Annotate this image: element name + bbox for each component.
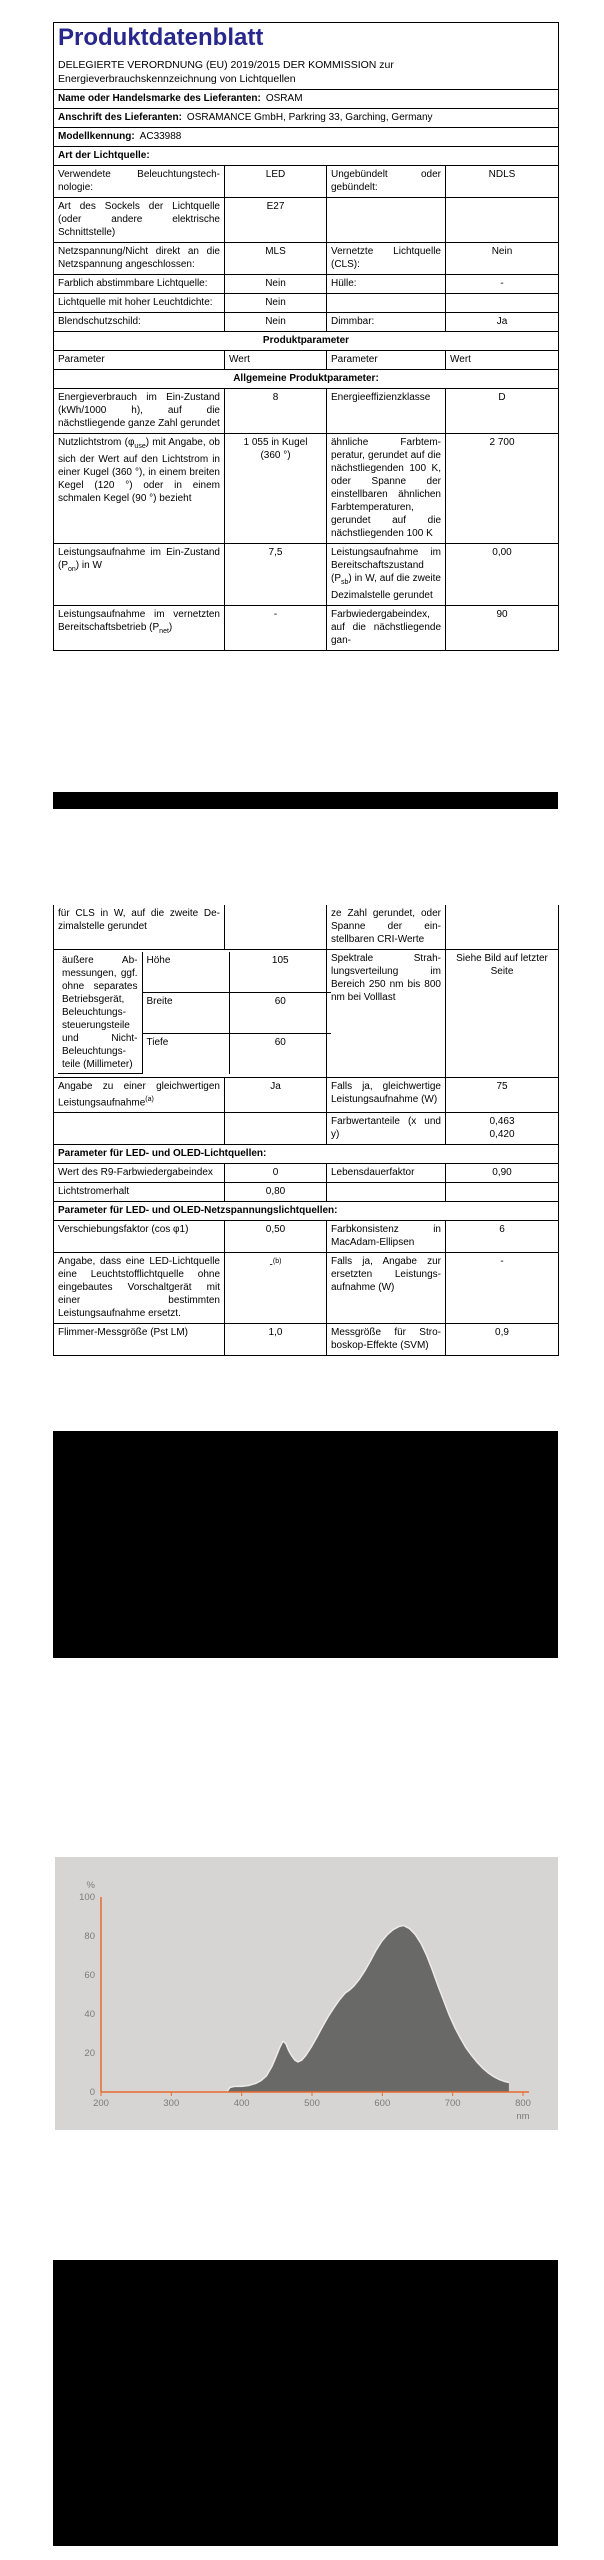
spectral-distribution-chart xyxy=(55,1857,558,2130)
dimension-name-cell: Breite xyxy=(142,992,229,1033)
table-row xyxy=(54,243,559,275)
table-row xyxy=(54,370,559,389)
column-header-cell: Parameter xyxy=(327,351,446,370)
x-tick-label: 600 xyxy=(374,2098,391,2109)
table-row xyxy=(54,128,559,147)
table-row xyxy=(54,1253,559,1324)
table-row xyxy=(54,294,559,313)
param-label-cell: Messgröße für Stroboskop-Effekte (SVM) xyxy=(327,1324,446,1356)
dimensions-row xyxy=(54,950,559,1078)
y-tick-label: 80 xyxy=(84,1931,95,1942)
param-label-cell: Falls ja, Angabe zur ersetzten Leistungsaufnahme (W) xyxy=(327,1253,446,1324)
param-label-cell: Blendschutzschild: xyxy=(54,313,225,332)
param-value-cell xyxy=(225,1113,327,1145)
table-row xyxy=(54,109,559,128)
model-id-value: AC33988 xyxy=(139,131,182,142)
dimension-name-cell: Tiefe xyxy=(142,1033,229,1073)
column-header-row xyxy=(54,351,559,370)
param-value-cell: 0,90 xyxy=(446,1164,559,1183)
param-value-cell xyxy=(446,1183,559,1202)
light-source-type-label: Art der Lichtquelle: xyxy=(58,150,150,161)
param-label-cell: Ungebündelt oder gebündelt: xyxy=(327,166,446,198)
param-value-cell: Nein xyxy=(225,275,327,294)
param-value-cell: 0,00 xyxy=(446,544,559,606)
param-label-cell: Energieverbrauch im Ein-Zustand (kWh/1000 h), auf die nächstliegende ganze Zahl gerundet xyxy=(54,389,225,434)
param-label-cell: Lichtstromerhalt xyxy=(54,1183,225,1202)
model-id-cell xyxy=(54,128,559,147)
column-header-cell: Parameter xyxy=(54,351,225,370)
product-datasheet-table-page2 xyxy=(53,905,559,1356)
param-value-cell: 2 700 xyxy=(446,434,559,544)
table-row xyxy=(54,1164,559,1183)
y-tick-label: 0 xyxy=(89,2087,95,2098)
y-axis-unit-label: % xyxy=(86,1880,95,1891)
param-value-cell: - xyxy=(446,1253,559,1324)
param-label-cell: Netzspannung/Nicht direkt an die Netzspannung angeschlossen: xyxy=(54,243,225,275)
table-row xyxy=(54,1202,559,1221)
supplier-name-value: OSRAM xyxy=(265,93,303,104)
title-row xyxy=(54,23,559,90)
product-datasheet-table-page1 xyxy=(53,22,559,651)
table-row xyxy=(54,544,559,606)
param-value-cell: 75 xyxy=(446,1078,559,1113)
param-label-cell: Art des Sockels der Lichtquelle (oder andere elektrische Schnittstelle) xyxy=(54,198,225,243)
table-row xyxy=(54,389,559,434)
param-label-cell: ähnliche Farbtemperatur, gerundet auf die nächstliegenden 100 K, oder Spanne der einstellbaren ähnlichen Farbtemperaturen, gerundet auf die nächstliegenden 100 K xyxy=(327,434,446,544)
param-label-cell xyxy=(327,198,446,243)
param-value-cell: MLS xyxy=(225,243,327,275)
x-axis-unit-label: nm xyxy=(516,2111,530,2122)
param-value-cell: 0,80 xyxy=(225,1183,327,1202)
param-value-cell: 7,5 xyxy=(225,544,327,606)
dimension-name-cell: Höhe xyxy=(142,952,229,992)
param-label-cell xyxy=(54,1113,225,1145)
param-label-cell: Verschiebungsfaktor (cos φ1) xyxy=(54,1221,225,1253)
spectral-chart-container xyxy=(55,1857,558,2130)
x-tick-label: 300 xyxy=(163,2098,180,2109)
param-label-cell: Farblich abstimmbare Lichtquelle: xyxy=(54,275,225,294)
param-value-cell: 1 055 in Kugel (360 °) xyxy=(225,434,327,544)
param-label-cell: Nutzlichtstrom $(\varphi_{use})$ mit Angabe, ob sich der Wert auf den Lichtstrom in einer Kugel (360 °), in einem breiten Kegel (120 °) oder in einem schmalen Kegel (90 °) bezieht xyxy=(54,434,225,544)
param-value-cell: 0,9 xyxy=(446,1324,559,1356)
param-value-cell: 0 xyxy=(225,1164,327,1183)
page-title: Produktdatenblatt xyxy=(58,24,264,51)
column-header-cell: Wert xyxy=(446,351,559,370)
param-label-cell: Farbwertanteile (x und y) xyxy=(327,1113,446,1145)
table-row xyxy=(54,1113,559,1145)
supplier-name-label: Name oder Handelsmarke des Lieferanten: xyxy=(58,93,261,104)
param-value-cell xyxy=(446,294,559,313)
general-section-header: Allgemeine Produktparameter: xyxy=(54,370,559,389)
param-label-cell: Angabe zu einer gleichwertigen Leistungsaufnahme$^{(a)}$ xyxy=(54,1078,225,1113)
table-row xyxy=(54,1221,559,1253)
param-label-cell: Lebensdauerfaktor xyxy=(327,1164,446,1183)
table-row xyxy=(54,1183,559,1202)
param-label-cell: Verwendete Beleuchtungstechnologie: xyxy=(54,166,225,198)
x-tick-label: 500 xyxy=(304,2098,320,2109)
param-value-cell: - xyxy=(446,275,559,294)
supplier-address-value: OSRAMANCE GmbH, Parkring 33, Garching, Germany xyxy=(186,112,433,123)
param-value-cell: 6 xyxy=(446,1221,559,1253)
param-value-cell: 1,0 xyxy=(225,1324,327,1356)
param-value-cell: Nein xyxy=(225,313,327,332)
param-value-cell: 90 xyxy=(446,606,559,651)
table-row xyxy=(54,198,559,243)
param-label-cell: Falls ja, gleichwertige Leistungsaufnahme (W) xyxy=(327,1078,446,1113)
param-label-cell: Energieeffizienzklasse xyxy=(327,389,446,434)
param-value-cell: D xyxy=(446,389,559,434)
produktparameter-header: Produktparameter xyxy=(54,332,559,351)
param-value-cell: E27 xyxy=(225,198,327,243)
table-row xyxy=(54,90,559,109)
y-tick-label: 60 xyxy=(84,1970,95,1981)
param-value-cell: Nein xyxy=(446,243,559,275)
redacted-block-1 xyxy=(53,1431,558,1658)
param-label-cell xyxy=(327,294,446,313)
table-row xyxy=(54,332,559,351)
redacted-block-2 xyxy=(53,2260,558,2546)
param-value-cell: Ja xyxy=(225,1078,327,1113)
dimensions-subtable xyxy=(58,952,331,1074)
param-label-cell: Spektrale Strahlungsverteilung im Bereich 250 nm bis 800 nm bei Volllast xyxy=(327,950,446,1078)
mains-section-header: Parameter für LED- und OLED-Netzspannungslichtquellen: xyxy=(54,1202,559,1221)
param-label-cell: Vernetzte Lichtquelle (CLS): xyxy=(327,243,446,275)
supplier-address-cell xyxy=(54,109,559,128)
x-tick-label: 200 xyxy=(93,2098,109,2109)
param-label-cell: Farbkonsistenz in MacAdam-Ellipsen xyxy=(327,1221,446,1253)
dimension-value-cell: 60 xyxy=(229,1033,331,1073)
title-cell xyxy=(54,23,559,90)
column-header-cell: Wert xyxy=(225,351,327,370)
regulation-text: DELEGIERTE VERORDNUNG (EU) 2019/2015 DER KOMMISSION zur Energieverbrauchskennzeichnung von Lichtquellen xyxy=(58,59,394,85)
dimensions-label-cell: äußere Abmessungen, ggf. ohne separates Betriebsgerät, Beleuchtungssteuerungsteile und Nicht-Beleuchtungsteile (Millimeter) xyxy=(58,952,142,1074)
supplier-address-label: Anschrift des Lieferanten: xyxy=(58,112,182,123)
table-row xyxy=(54,606,559,651)
param-label-cell: Leistungsaufnahme im vernetzten Bereitschaftsbetrieb $(P_{net})$ xyxy=(54,606,225,651)
param-label-cell: Leistungsaufnahme im Bereitschaftszustand $(P_{sb})$ in W, auf die zweite Dezimalstelle gerundet xyxy=(327,544,446,606)
param-label-cell: Leistungsaufnahme im Ein-Zustand $(P_{on})$ in W xyxy=(54,544,225,606)
table-row xyxy=(54,313,559,332)
param-label-cell: Farbwiedergabeindex, auf die nächstliegende gan- xyxy=(327,606,446,651)
param-label-cell: Dimmbar: xyxy=(327,313,446,332)
y-tick-label: 20 xyxy=(84,2048,95,2059)
param-value-cell: Ja xyxy=(446,313,559,332)
dimension-value-cell: 105 xyxy=(229,952,331,992)
table-row xyxy=(54,1078,559,1113)
param-value-cell: Nein xyxy=(225,294,327,313)
dimension-value-cell: 60 xyxy=(229,992,331,1033)
param-label-cell: für CLS in W, auf die zweite Dezimalstelle gerundet xyxy=(54,905,225,950)
table-row xyxy=(58,952,331,992)
y-tick-label: 40 xyxy=(84,2009,95,2020)
table-row xyxy=(54,275,559,294)
param-value-cell xyxy=(225,905,327,950)
table-row xyxy=(54,147,559,166)
table-row xyxy=(54,434,559,544)
x-tick-label: 800 xyxy=(515,2098,531,2109)
param-label-cell: Angabe, dass eine LED-Lichtquelle eine Leuchtstofflichtquelle ohne eingebautes Vorschaltgerät mit einer bestimmten Leistungsaufnahme ersetzt. xyxy=(54,1253,225,1324)
param-value-cell: 8 xyxy=(225,389,327,434)
param-label-cell: Hülle: xyxy=(327,275,446,294)
param-value-cell xyxy=(446,905,559,950)
param-label-cell xyxy=(327,1183,446,1202)
light-source-type-header-cell xyxy=(54,147,559,166)
param-value-cell: -$^{(b)}$ xyxy=(225,1253,327,1324)
redacted-bar xyxy=(53,792,558,809)
param-value-cell: NDLS xyxy=(446,166,559,198)
param-value-cell: Siehe Bild auf letzter Seite xyxy=(446,950,559,1078)
led-section-header: Parameter für LED- und OLED-Lichtquellen: xyxy=(54,1145,559,1164)
param-value-cell: LED xyxy=(225,166,327,198)
y-tick-label: 100 xyxy=(79,1892,95,1903)
param-label-cell: Flimmer-Messgröße (Pst LM) xyxy=(54,1324,225,1356)
param-label-cell: ze Zahl gerundet, oder Spanne der einstellbaren CRI-Werte xyxy=(327,905,446,950)
table-row xyxy=(54,166,559,198)
x-tick-label: 700 xyxy=(444,2098,461,2109)
param-value-cell xyxy=(446,198,559,243)
param-value-cell: 0,463 0,420 xyxy=(446,1113,559,1145)
x-tick-label: 400 xyxy=(233,2098,250,2109)
param-value-cell: - xyxy=(225,606,327,651)
param-label-cell: Lichtquelle mit hoher Leuchtdichte: xyxy=(54,294,225,313)
param-value-cell: 0,50 xyxy=(225,1221,327,1253)
supplier-name-cell xyxy=(54,90,559,109)
table-row xyxy=(54,905,559,950)
table-row xyxy=(54,1324,559,1356)
param-label-cell: Wert des R9-Farbwiedergabeindex xyxy=(54,1164,225,1183)
model-id-label: Modellkennung: xyxy=(58,131,135,142)
dimensions-cell xyxy=(54,950,327,1078)
table-row xyxy=(54,1145,559,1164)
